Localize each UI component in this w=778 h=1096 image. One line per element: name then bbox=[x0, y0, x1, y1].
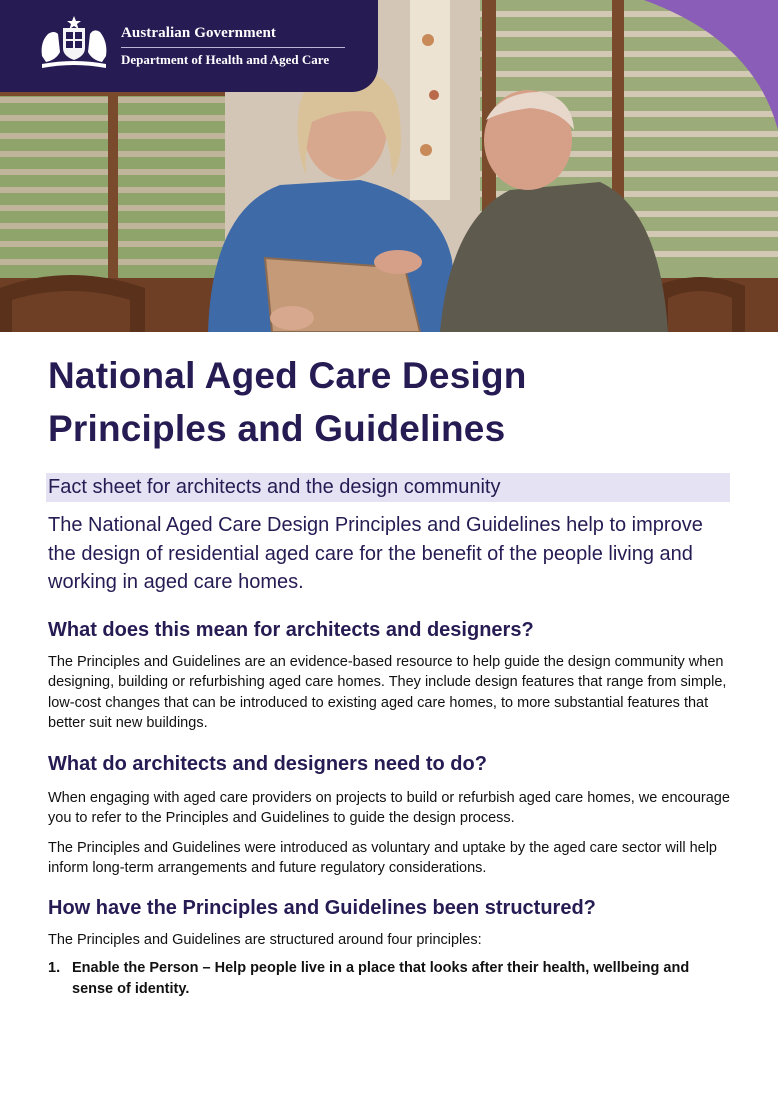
subtitle: Fact sheet for architects and the design community bbox=[46, 473, 730, 502]
wordmark-divider bbox=[121, 47, 345, 48]
purple-corner-swoosh bbox=[644, 0, 778, 130]
government-wordmark bbox=[121, 25, 345, 68]
principles-list bbox=[48, 958, 732, 999]
government-name: Australian Government bbox=[121, 25, 277, 41]
list-item-text: Enable the Person – Help people live in a place that looks after their health, wellbeing and sense of identity. bbox=[72, 960, 690, 997]
section-paragraph: When engaging with aged care providers on projects to build or refurbish aged care homes, we encourage you to refer to the Principles and Guidelines to guide the design process. bbox=[48, 789, 730, 826]
section-paragraph: The Principles and Guidelines were introduced as voluntary and uptake by the aged care sector will help inform long-term arrangements and future regulatory considerations. bbox=[48, 839, 717, 876]
government-banner bbox=[0, 0, 378, 92]
section-heading-structure: How have the Principles and Guidelines been structured? bbox=[48, 896, 596, 919]
title-line-2: Principles and Guidelines bbox=[48, 408, 506, 449]
page-title bbox=[48, 349, 732, 455]
list-item bbox=[48, 958, 732, 999]
hero-photo bbox=[0, 0, 778, 332]
department-name: Department of Health and Aged Care bbox=[121, 52, 330, 67]
list-item-number: 1. bbox=[48, 960, 61, 976]
section-paragraph: The Principles and Guidelines are an evidence-based resource to help guide the design community when designing, building or refurbishing aged care homes. They include design features that range from simple, low-cost changes that can be introduced to existing aged care homes, to more substantial features that better suit new buildings. bbox=[48, 653, 727, 731]
intro-paragraph: The National Aged Care Design Principles and Guidelines help to improve the design of residential aged care for the benefit of the people living and working in aged care homes. bbox=[48, 514, 703, 593]
section-heading-need-to-do: What do architects and designers need to do? bbox=[48, 752, 487, 775]
fact-sheet-body bbox=[48, 349, 732, 999]
section-heading-architects: What does this mean for architects and designers? bbox=[48, 618, 534, 641]
coat-of-arms-icon bbox=[36, 12, 112, 70]
title-line-1: National Aged Care Design bbox=[48, 355, 527, 396]
section-paragraph: The Principles and Guidelines are structured around four principles: bbox=[48, 931, 482, 948]
